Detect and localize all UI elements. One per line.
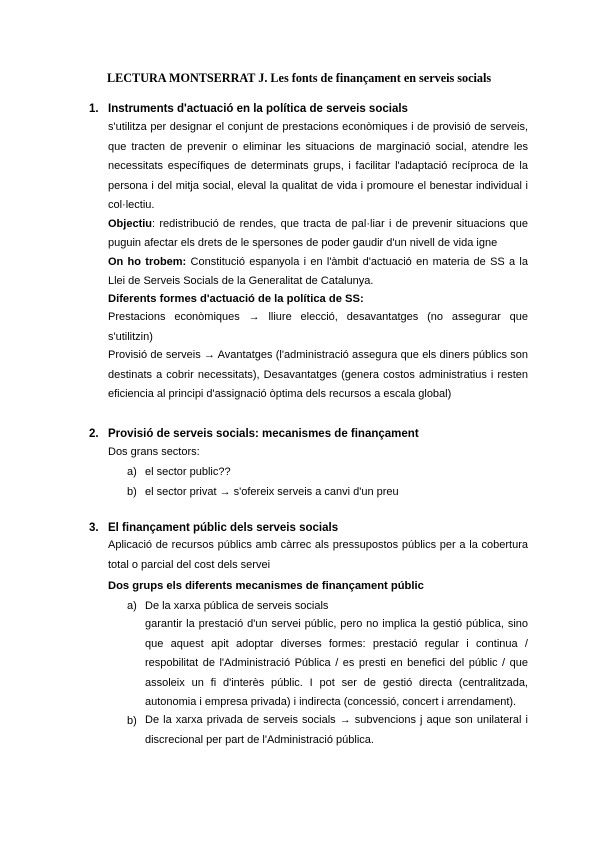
section-3-subheading: Dos grups els diferents mecanismes de finançament públic [108, 580, 424, 592]
section-1-objectiu [108, 215, 528, 253]
list-item-label: b) [127, 486, 137, 498]
trobem-label: On ho trobem: [108, 256, 187, 268]
list-item: De la xarxa privada de serveis socials → subvencions j aque son unilateral i discrecional per part de l'Administració pública. [145, 714, 528, 746]
section-1-number: 1. [89, 103, 99, 115]
list-item: el sector privat → s'ofereix serveis a canvi d'un preu [145, 486, 399, 498]
objectiu-label: Objectiu [108, 218, 153, 230]
section-1-heading: Instruments d'actuació en la política de serveis socials [108, 103, 408, 115]
section-3-intro: Aplicació de recursos públics amb càrrec als pressupostos públics per a la cobertura total o parcial del cost dels servei [108, 539, 528, 571]
section-1-prestacions: Prestacions econòmiques → lliure elecció, desavantatges (no assegurar que s'utilitzin) [108, 311, 528, 343]
list-item-label: b) [127, 715, 137, 727]
trobem-text: Constitució espanyola i en l'àmbit d'actuació en materia de SS a la Llei de Serveis Socials de la Generalitat de Catalunya. [108, 256, 528, 288]
section-3-number: 3. [89, 522, 99, 534]
section-1-provisio: Provisió de serveis → Avantatges (l'administració assegura que els diners públics son destinats a cobrir necessitats), Desavantatges (genera costos administratius i resten eficiencia al principi d'assignació òptima dels recursos a escala global) [108, 349, 528, 401]
section-1-intro: s'utilitza per designar el conjunt de prestacions econòmiques i de provisió de serveis, que tracten de prevenir o eliminar les situacions de marginació social, atendre les necessitats específiques de determinats grups, i facilitar l'adaptació recíproca de la persona i del mitja social, eleval la qualitat de vida i promoure el benestar individual i col·lectiu. [108, 121, 528, 212]
list-item-label: a) [127, 600, 137, 612]
list-item: el sector public?? [145, 466, 231, 478]
list-item: garantir la prestació d'un servei públic, pero no implica la gestió pública, sino que aquest apit adoptar diverses formes: prestació regular i continua / respobilitat de l'Administració Pública / es presti en benefici del públic / que assoleix un fi d'interès públic. I pot ser de gestió directa (centralitzada, autonomia i empresa privada) i indirecta (concessió, concert i arrendament). [145, 618, 528, 709]
list-item-title: De la xarxa pública de serveis socials [145, 600, 329, 612]
list-item-label: a) [127, 466, 137, 478]
section-3-heading: El finançament públic dels serveis socials [108, 522, 339, 534]
section-1-trobem [108, 253, 528, 291]
section-1-formes-heading: Diferents formes d'actuació de la política de SS: [108, 293, 364, 305]
section-2-heading: Provisió de serveis socials: mecanismes de finançament [108, 428, 419, 440]
section-2-intro: Dos grans sectors: [108, 446, 200, 458]
document-title: LECTURA MONTSERRAT J. Les fonts de finançament en serveis socials [107, 71, 492, 85]
section-2-number: 2. [89, 428, 99, 440]
objectiu-text: : redistribució de rendes, que tracta de pal·liar i de prevenir situacions que puguin afectar els drets de le spersones de poder gaudir d'un nivell de vida igne [108, 218, 528, 250]
